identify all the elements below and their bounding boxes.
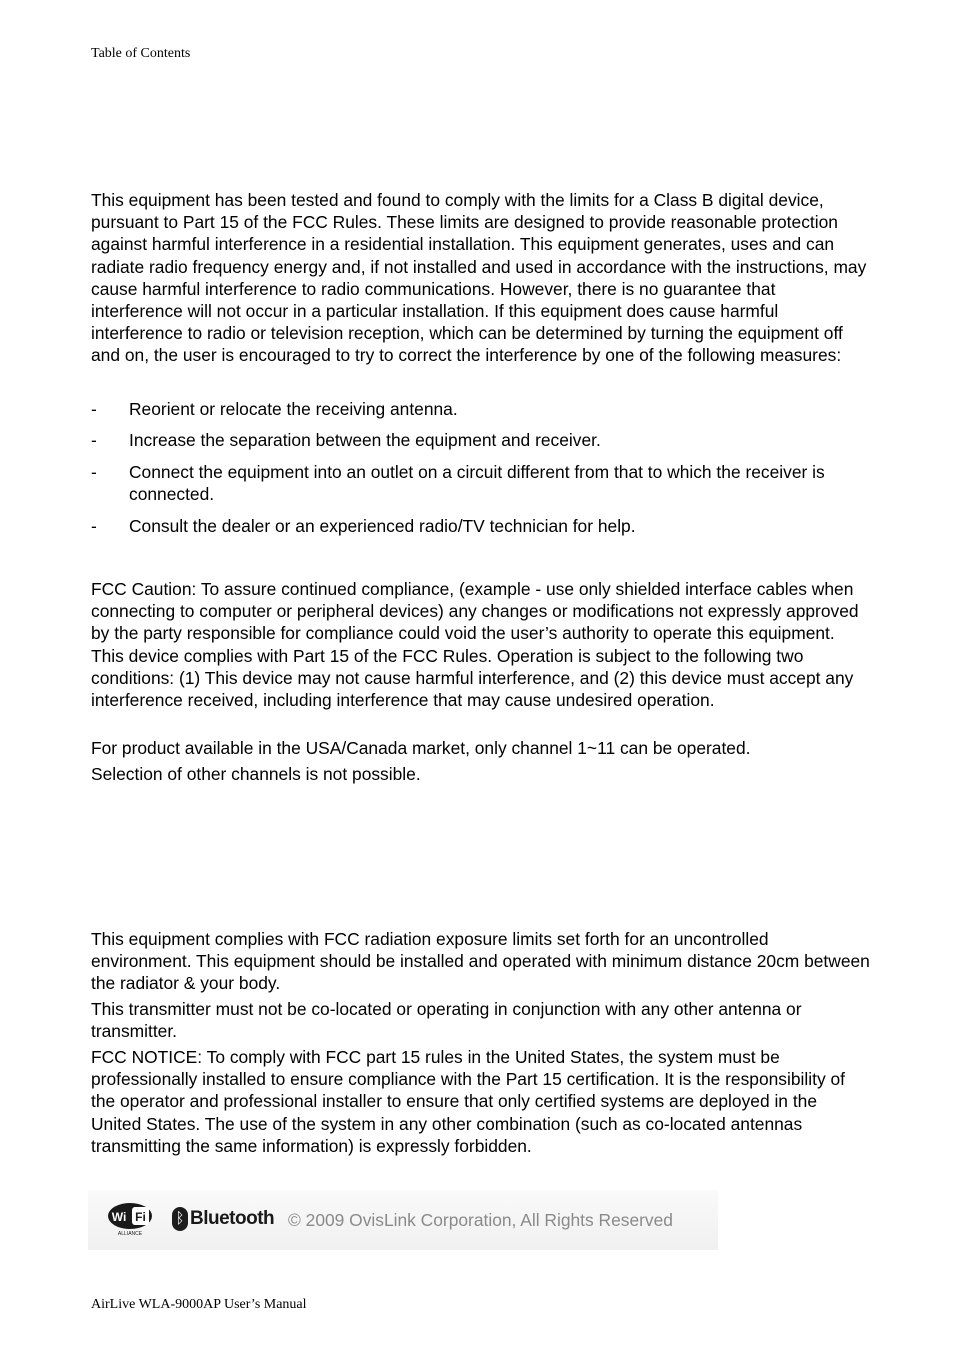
list-item bbox=[91, 515, 871, 539]
wifi-logo-text-wi: Wi bbox=[111, 1210, 127, 1224]
wifi-alliance-text: ALLIANCE bbox=[117, 1231, 143, 1236]
channel-note-2: Selection of other channels is not possible. bbox=[91, 764, 421, 784]
bullet-dash: - bbox=[91, 430, 97, 450]
list-item bbox=[91, 461, 871, 507]
wifi-alliance-logo bbox=[107, 1202, 153, 1236]
bullet-dash: - bbox=[91, 516, 97, 536]
channel-note: For product available in the USA/Canada market, only channel 1~11 can be operated. bbox=[91, 738, 751, 758]
wifi-logo-text-fi: Fi bbox=[135, 1210, 146, 1224]
table-of-contents-link[interactable]: Table of Contents bbox=[91, 46, 191, 61]
footer-manual-title: AirLive WLA-9000AP User’s Manual bbox=[91, 1297, 307, 1312]
bullet-dash: - bbox=[91, 462, 97, 482]
fcc-intro-paragraph: This equipment has been tested and found to comply with the limits for a Class B digital device, pursuant to Part 15 of the FCC Rules. These limits are designed to provide reasonable protection against harmful interference in a residential installation. This equipment generates, uses and can radiate radio frequency energy and, if not installed and used in accordance with the instructions, may cause harmful interference to radio communications. However, there is no guarantee that interference will not occur in a particular installation. If this equipment does cause harmful interference to radio or television reception, which can be determined by turning the equipment off and on, the user is encouraged to try to correct the interference by one of the following measures: bbox=[91, 190, 867, 366]
measure-text: Reorient or relocate the receiving antenna. bbox=[129, 399, 458, 419]
measure-text: Connect the equipment into an outlet on a circuit different from that to which the receiver is connected. bbox=[129, 462, 825, 505]
copyright-notice: © 2009 OvisLink Corporation, All Rights Reserved bbox=[288, 1210, 673, 1230]
radiation-exposure-paragraph: This equipment complies with FCC radiation exposure limits set forth for an uncontrolled environment. This equipment should be installed and operated with minimum distance 20cm between the radiator & your body. bbox=[91, 929, 870, 994]
bluetooth-label: Bluetooth bbox=[190, 1208, 275, 1229]
fcc-notice-paragraph: FCC NOTICE: To comply with FCC part 15 rules in the United States, the system must be professionally installed to ensure compliance with the Part 15 certification. It is the responsibility of the operator and professional installer to ensure that only certified systems are deployed in the United States. The use of the system in any other combination (such as co-located antennas transmitting the same information) is expressly forbidden. bbox=[91, 1047, 845, 1156]
list-item bbox=[91, 429, 871, 453]
logo-bar bbox=[88, 1190, 718, 1250]
bullet-dash: - bbox=[91, 399, 97, 419]
colocation-paragraph: This transmitter must not be co-located or operating in conjunction with any other antenna or transmitter. bbox=[91, 999, 802, 1042]
bluetooth-icon: ᛒ bbox=[172, 1207, 188, 1231]
measure-text: Increase the separation between the equipment and receiver. bbox=[129, 430, 601, 450]
list-item bbox=[91, 398, 871, 422]
measure-text: Consult the dealer or an experienced radio/TV technician for help. bbox=[129, 516, 636, 536]
fcc-caution-paragraph: FCC Caution: To assure continued compliance, (example - use only shielded interface cables when connecting to computer or peripheral devices) any changes or modifications not expressly approved by the party responsible for compliance could void the user’s authority to operate this equipment. This device complies with Part 15 of the FCC Rules. Operation is subject to the following two conditions: (1) This device may not cause harmful interference, and (2) this device must accept any interference received, including interference that may cause undesired operation. bbox=[91, 579, 859, 711]
